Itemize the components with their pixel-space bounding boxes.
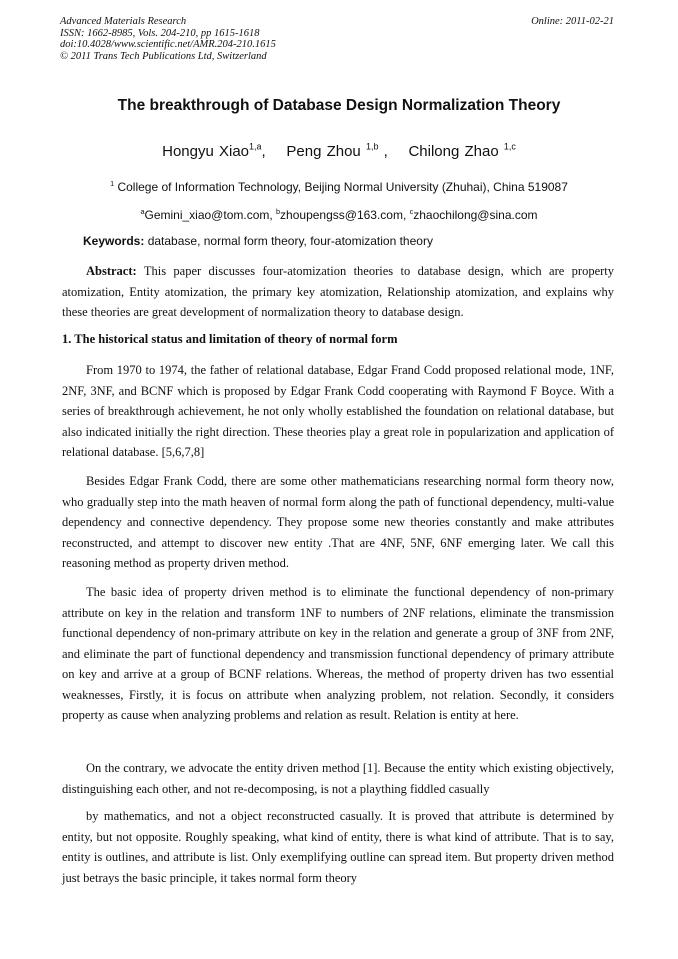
paper-title: The breakthrough of Database Design Normalization Theory [117,97,561,114]
email-address: zhaochilong@sina.com [413,208,538,222]
issn-line: ISSN: 1662-8985, Vols. 204-210, pp 1615-1618 [60,27,260,39]
online-date: Online: 2011-02-21 [531,16,614,27]
keywords-text: database, normal form theory, four-atomization theory [147,234,433,248]
affiliation [0,180,678,194]
paragraph [62,360,614,463]
paragraph-text: Besides Edgar Frank Codd, there are some other mathematicians researching normal form theory now, who gradually step into the math heaven of normal form along the path of functional dependency, multi-value dependency and connective dependency. They propose some new theories constantly and make attributes reconstructed, and attempt to discover new entity .That are 4NF, 5NF, 6NF emerging later. We call this reasoning method as property driven method. [62,474,614,570]
author-affil-sup: 1,c [503,141,516,152]
affiliation-sup: 1 [110,178,115,188]
author-list: Hongyu Xiao$^{1,a}$, Peng Zhou $^{1,b}$ , Chilong Zhao $^{1,c}$ [162,141,516,160]
author-affil-sup: 1,a [249,141,262,152]
affiliation-text: College of Information Technology, Beijing Normal University (Zhuhai), China 519087 [117,180,568,194]
author-name: Chilong Zhao [408,143,499,160]
email-address: Gemini_xiao@tom.com [144,208,270,222]
keywords-label: Keywords: [83,234,145,248]
paragraph-text: From 1970 to 1974, the father of relational database, Edgar Frand Codd proposed relational mode, 1NF, 2NF, 3NF, and BCNF which is proposed by Edgar Frank Codd cooperating with Raymond F Boyce. With a series of breakthrough achievement, he not only wholly established the foundation on relational database, but also indicated initially the right direction. These theories play a great role in popularization and application of relational database. [5,6,7,8] [62,363,614,459]
paragraph [62,582,614,726]
section-heading: 1. The historical status and limitation of theory of normal form [62,332,398,346]
paragraph [62,471,614,574]
paragraph-text: The basic idea of property driven method is to eliminate the functional dependency of non-primary attribute on key in the relation and transform 1NF to numbers of 2NF relations, eliminate the transmission functional dependency of non-primary attribute on key in the relation and generate a group of 3NF from 2NF, and eliminate the part of functional dependency and transmission functional dependency of primary attribute on key and arrive at a group of BCNF relations. Whereas, the method of property driven has two essential weaknesses, Firstly, it is focus on attribute when analyzing problem, not relation. Secondly, it considers property as cause when analyzing problems and relation as result. Relation is entity at here. [62,585,614,722]
abstract-text: This paper discusses four-atomization theories to database design, which are property atomization, Entity atomization, the primary key atomization, Relationship atomization, and explains why these theories are great development of normalization theory to database design. [62,264,614,319]
paragraph-text: by mathematics, and not a object reconstructed casually. It is proved that attribute is determined by entity, but not opposite. Roughly speaking, what kind of entity, there is what kind of attribute. That is to say, entity is outlines, and attribute is list. Only exemplifying outline can spread item. But property driven method just betrays the basic principle, it takes normal form theory [62,809,614,885]
abstract-label: Abstract: [86,264,137,278]
copyright-line: © 2011 Trans Tech Publications Ltd, Switzerland [60,50,267,62]
paragraph [62,758,614,799]
journal-name: Advanced Materials Research [60,16,187,27]
email-sup: c [409,206,414,216]
paragraph-text: On the contrary, we advocate the entity driven method [1]. Because the entity which existing objectively, distinguishing each other, and not re-decomposing, is not a plaything fiddled casually [62,761,614,796]
email-sup: a [140,206,145,216]
email-sup: b [276,206,281,216]
paragraph [62,806,614,888]
journal-header [60,16,276,62]
abstract [62,261,614,323]
keywords [83,234,433,248]
author-name: Peng Zhou [286,143,361,160]
author-name: Hongyu Xiao [162,143,250,160]
email-list: $^a$Gemini_xiao@tom.com, $^b$zhoupengss@163.com, $^c$zhaochilong@sina.com [140,206,538,222]
doi-line: doi:10.4028/www.scientific.net/AMR.204-210.1615 [60,39,276,50]
author-affil-sup: 1,b [365,141,379,152]
email-address: zhoupengss@163.com [280,208,403,222]
